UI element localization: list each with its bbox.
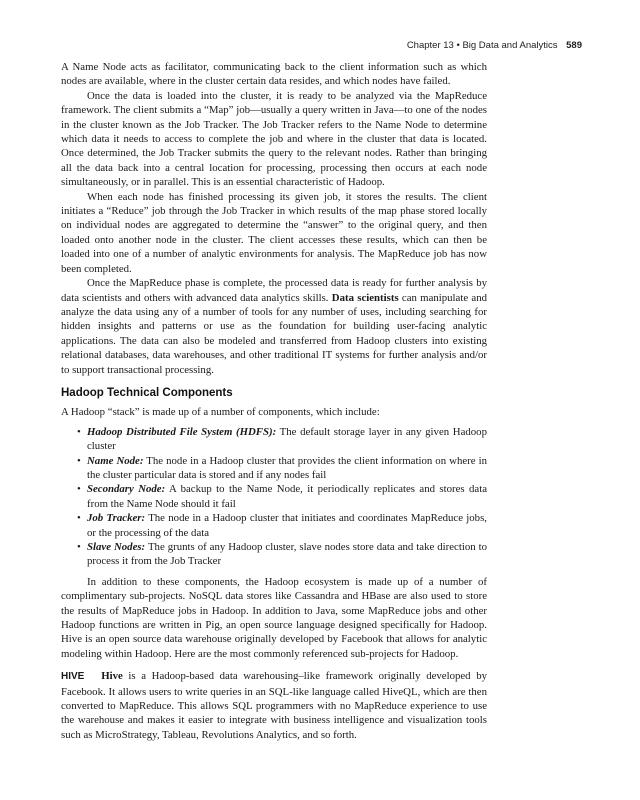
- bullet-separator: •: [456, 40, 460, 51]
- running-head: [407, 40, 582, 51]
- bullet-icon: •: [77, 512, 81, 525]
- paragraph-data-scientists: [61, 276, 487, 377]
- paragraph-ecosystem: In addition to these components, the Hadoop ecosystem is made up of a number of complimentary sub-projects. NoSQL data stores like Cassandra and HBase are also used to store the results of MapReduce jobs in Hadoop. In addition to Java, some MapReduce jobs and other Hadoop functions are written in Pig, an open source language designed specifically for Hadoop. Hive is an open source data warehouse originally developed by Facebook that allows for analytic modeling within Hadoop. Here are the most commonly referenced sub-projects for Hadoop.: [61, 575, 487, 660]
- bullet-icon: •: [77, 541, 81, 553]
- component-desc: The node in a Hadoop cluster that provides the client information on where in the cluster particular data is stored and if any nodes fail: [87, 454, 487, 481]
- paragraph-stack-intro: A Hadoop “stack” is made up of a number of components, which include:: [61, 406, 380, 419]
- chapter-label: Chapter 13: [406, 40, 454, 51]
- bullet-icon: •: [77, 425, 81, 438]
- key-term: Hive: [101, 670, 123, 683]
- component-term: Name Node:: [87, 454, 144, 467]
- page-number: 589: [566, 40, 582, 51]
- list-item: [61, 540, 487, 569]
- paragraph-reduce-job: When each node has finished processing its given job, it stores the results. The client initiates a “Reduce” job through the Job Tracker in which results of the map phase stored locally on individual nodes are aggregated to determine the “answer” to the original query, and then loaded onto another node in the cluster. The client accesses these results, which can then be loaded into one of a number of analytic environments for analysis. The MapReduce job has now been completed.: [61, 190, 487, 275]
- component-desc: The grunts of any Hadoop cluster, slave nodes store data and take direction to process it from the Job Tracker: [87, 541, 487, 568]
- bullet-icon: •: [77, 483, 81, 496]
- list-item: [61, 511, 487, 540]
- paragraph-hive: [61, 669, 487, 742]
- component-term: Job Tracker:: [87, 512, 146, 525]
- chapter-title: Big Data and Analytics: [462, 40, 558, 51]
- paragraph-name-node: A Name Node acts as facilitator, communicating back to the client information such as which nodes are available, where in the cluster certain data resides, and which nodes have failed.: [61, 61, 487, 88]
- runin-heading: HIVE: [61, 671, 85, 683]
- component-term: Slave Nodes:: [87, 541, 146, 553]
- paragraph-text: Once the MapReduce phase is complete, the processed data is ready for further analysis by data scientists and others with advanced data analytics skills.: [61, 277, 487, 304]
- list-item: [61, 454, 487, 483]
- paragraph-text: can manipulate and analyze the data using any of a number of tools for any number of uses, including searching for hidden insights and patterns or use as the foundation for building user-facing analytic applications. The data can also be modeled and transferred from Hadoop clusters into existing relational databases, data warehouses, and other traditional IT systems for further analysis and/or to support transactional processing.: [61, 291, 488, 376]
- list-item: [61, 425, 487, 454]
- component-desc: The node in a Hadoop cluster that initiates and coordinates MapReduce jobs, or the processing of the data: [87, 512, 487, 539]
- paragraph-mapreduce: Once the data is loaded into the cluster, it is ready to be analyzed via the MapReduce framework. The client submits a “Map” job—usually a query written in Java—to one of the nodes in the cluster known as the Job Tracker. The Job Tracker refers to the Name Node to determine which data it needs to access to complete the job and where in the cluster that data is located. Once determined, the Job Tracker submits the query to the relevant nodes. Rather than bringing all the data back into a central location for processing, processing then occurs at each node simultaneously, or in parallel. This is an essential characteristic of Hadoop.: [61, 89, 487, 189]
- bullet-icon: •: [77, 454, 81, 467]
- component-list: [61, 425, 487, 569]
- paragraph-text: is a Hadoop-based data warehousing–like framework originally developed by Facebook. It allows users to write queries in an SQL-like language called HiveQL, which are then converted to MapReduce. This allows SQL programmers with no MapReduce experience to use the warehouse and makes it easier to integrate with business intelligence and visualization tools such as MicroStrategy, Tableau, Revolutions Analytics, and so forth.: [61, 670, 487, 741]
- component-term: Hadoop Distributed File System (HDFS):: [87, 425, 277, 438]
- spacer: [61, 661, 487, 669]
- section-heading: Hadoop Technical Components: [61, 386, 233, 399]
- list-item: [61, 482, 487, 511]
- body-text: [61, 60, 487, 742]
- component-term: Secondary Node:: [87, 483, 166, 496]
- key-term: Data scientists: [331, 291, 399, 304]
- component-desc: The default storage layer in any given Hadoop cluster: [87, 425, 487, 453]
- component-desc: A backup to the Name Node, it periodically replicates and stores data from the Name Node should it fail: [87, 483, 487, 510]
